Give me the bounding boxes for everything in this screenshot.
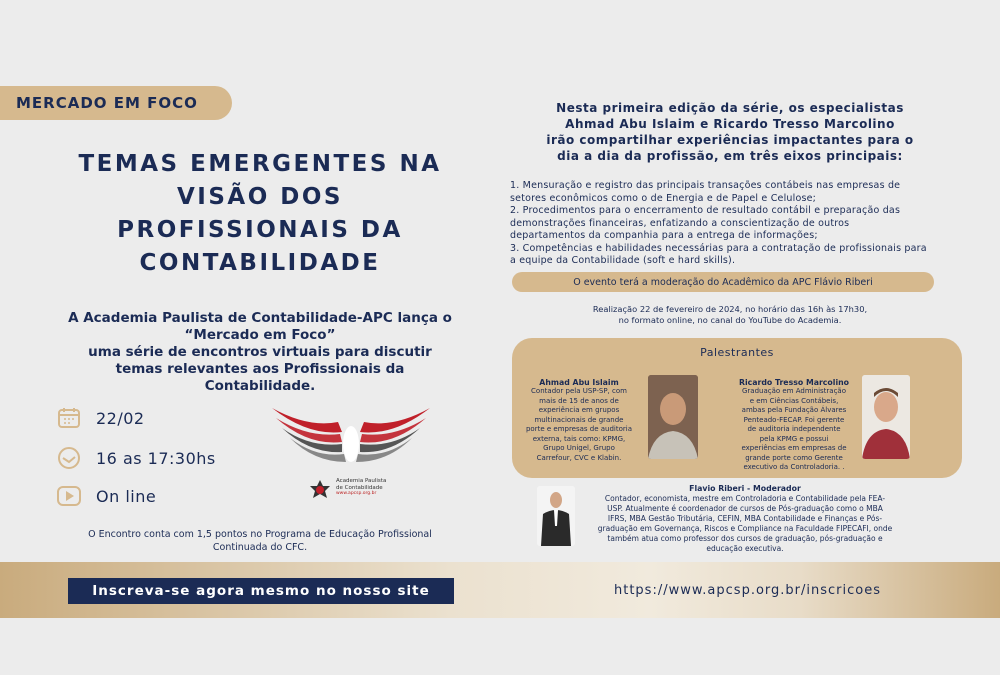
bio-line: USP. Atualmente é coordenador de cursos de Pós-graduação como o MBA <box>607 504 883 513</box>
play-icon <box>56 484 82 508</box>
speaker-bio <box>730 387 858 473</box>
bio-line: porte e empresas de auditoria <box>525 425 633 433</box>
speaker-name: Ahmad Abu Islaim <box>539 378 619 387</box>
intro-line: uma série de encontros virtuais para discutir <box>88 344 432 360</box>
bio-line: graduação em Governança, Riscos e Compliance na Faculdade FIPECAFI, onde <box>597 524 893 533</box>
axes-line: departamentos da companhia para a entrega de informações; <box>510 230 818 241</box>
event-time: 16 as 17:30hs <box>96 448 216 468</box>
date-row <box>56 406 145 430</box>
speaker-card <box>520 378 638 463</box>
calendar-icon <box>56 406 82 430</box>
moderator-name: Flavio Riberi - Moderador <box>689 484 801 493</box>
bio-line: experiência em grupos <box>538 406 620 414</box>
bio-line: também atua como professor dos cursos de graduação, pós-graduação e <box>607 534 883 543</box>
speaker-card <box>730 378 858 473</box>
bio-line: experiências em empresas de <box>741 444 847 452</box>
title-line: TEMAS EMERGENTES NA <box>78 151 442 177</box>
bio-line: e em Ciências Contábeis, <box>749 396 839 405</box>
intro-line: “Mercado em Foco” <box>184 327 336 343</box>
credits-line: Continuada do CFC. <box>212 542 308 553</box>
bio-line: pela KPMG e possui <box>759 434 829 443</box>
bio-line: grande porte como Gerente <box>745 453 843 462</box>
bio-line: Graduação em Administração <box>742 387 846 395</box>
title-line: CONTABILIDADE <box>139 250 381 276</box>
intro-line: temas relevantes aos Profissionais da <box>115 361 405 377</box>
date-info-line: no formato online, no canal do YouTube do Academia. <box>618 315 842 325</box>
credits-text <box>40 528 480 554</box>
axes-line: 1. Mensuração e registro das principais transações contábeis nas empresas de <box>510 180 901 191</box>
moderator-photo <box>537 486 575 546</box>
bio-line: executivo da Controladoria. . <box>743 463 845 471</box>
date-info-line: Realização 22 de fevereiro de 2024, no horário das 16h às 17h30, <box>592 304 868 314</box>
mode-row <box>56 484 156 508</box>
time-row <box>56 446 216 470</box>
axes-line: 3. Competências e habilidades necessárias para a contratação de profissionais para <box>510 242 927 254</box>
speaker-bio <box>520 387 638 463</box>
wings-logo <box>268 400 434 472</box>
bio-line: Contador pela USP-SP, com <box>531 387 627 395</box>
bio-line: de auditoria independente <box>747 425 841 433</box>
axes-line: demonstrações financeiras, enfatizando a conscientização de outros <box>510 217 850 229</box>
bio-line: multinacionais de grande <box>534 415 624 424</box>
intro-text <box>40 310 480 395</box>
axes-line: 2. Procedimentos para o encerramento de resultado contábil e preparação das <box>510 205 901 216</box>
moderator-bio <box>580 494 910 554</box>
right-intro-line: dia a dia da profissão, em três eixos principais: <box>557 149 903 163</box>
bio-line: educação executiva. <box>706 544 784 553</box>
speaker2-photo <box>862 375 910 459</box>
bio-line: Grupo Unigel, Grupo <box>543 444 615 452</box>
bio-line: Carrefour, CVC e Klabin. <box>536 453 622 462</box>
title-line: PROFISSIONAIS DA <box>117 217 403 243</box>
speakers-title: Palestrantes <box>700 346 774 359</box>
logo-name-line: de Contabilidade <box>336 484 383 491</box>
series-tag: MERCADO EM FOCO <box>0 86 232 120</box>
event-date: 22/02 <box>96 408 145 428</box>
axes-list <box>510 180 950 268</box>
logo-name-line: Academia Paulista <box>336 478 387 484</box>
credits-line: O Encontro conta com 1,5 pontos no Programa de Educação Profissional <box>88 529 432 540</box>
bio-line: IFRS, MBA Gestão Tributária, CEFIN, MBA Contabilidade e Finanças e Pós- <box>607 514 883 523</box>
signup-link[interactable]: https://www.apcsp.org.br/inscricoes <box>614 583 881 598</box>
axes-line: a equipe da Contabilidade (soft e hard skills). <box>510 255 736 266</box>
speaker1-photo <box>648 375 698 459</box>
event-mode: On line <box>96 486 157 506</box>
main-title <box>60 148 460 280</box>
speaker-name: Ricardo Tresso Marcolino <box>738 378 850 387</box>
bio-line: externa, tais como: KPMG, <box>532 434 626 443</box>
right-intro-line: irão compartilhar experiências impactantes para o <box>546 133 914 147</box>
moderation-banner: O evento terá a moderação do Acadêmico da APC Flávio Riberi <box>512 272 934 292</box>
intro-line: A Academia Paulista de Contabilidade-APC lança o <box>68 310 452 326</box>
intro-line: Contabilidade. <box>204 378 316 394</box>
date-info <box>520 304 940 326</box>
bio-line: ambas pela Fundação Álvares <box>741 406 847 414</box>
right-intro-line: Nesta primeira edição da série, os especialistas <box>556 101 904 115</box>
title-line: VISÃO DOS <box>177 184 343 210</box>
apc-emblem-icon <box>308 478 332 504</box>
bio-line: Contador, economista, mestre em Controladoria e Contabilidade pela FEA- <box>604 494 886 503</box>
signup-button[interactable]: Inscreva-se agora mesmo no nosso site <box>68 578 454 604</box>
logo-url: www.apcsp.org.br <box>336 491 377 496</box>
bio-line: mais de 15 de anos de <box>539 396 619 405</box>
top-band <box>0 0 1000 60</box>
apc-logo <box>308 478 398 518</box>
bio-line: Penteado-FECAP. Foi gerente <box>743 415 845 424</box>
right-intro-line: Ahmad Abu Islaim e Ricardo Tresso Marcolino <box>565 117 895 131</box>
axes-line: setores econômicos como o de Energia e de Papel e Celulose; <box>510 192 817 204</box>
right-intro <box>520 100 940 164</box>
clock-icon <box>56 446 82 470</box>
